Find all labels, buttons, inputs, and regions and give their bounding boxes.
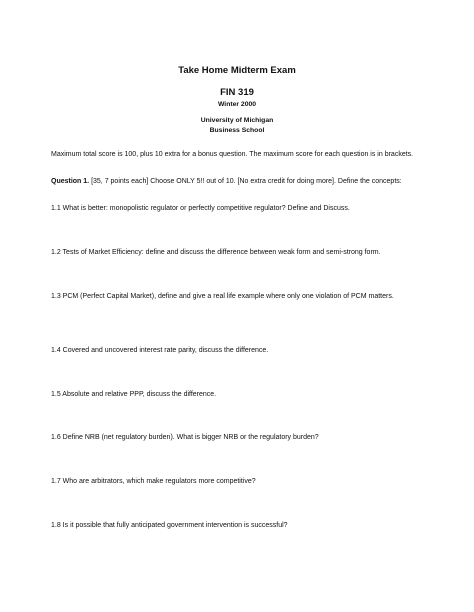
- question-1-paragraph: [51, 177, 423, 187]
- course-code: FIN 319: [220, 87, 254, 98]
- university-name: University of Michigan: [200, 117, 274, 124]
- exam-term: Winter 2000: [217, 101, 257, 108]
- exam-title: Take Home Midterm Exam: [178, 65, 296, 76]
- question-item-1-3: 1.3 PCM (Perfect Capital Market), define and give a real life example where only one violation of PCM matters.: [51, 293, 394, 300]
- question-1-label: Question 1.: [51, 178, 90, 185]
- intro-paragraph: Maximum total score is 100, plus 10 extra for a bonus question. The maximum score for each question is in brackets.: [51, 151, 414, 158]
- question-item-1-6: 1.6 Define NRB (net regulatory burden). What is bigger NRB or the regulatory burden?: [51, 434, 319, 441]
- question-item-1-7: 1.7 Who are arbitrators, which make regulators more competitive?: [51, 478, 256, 485]
- school-name: Business School: [209, 127, 265, 134]
- question-item-1-1: 1.1 What is better: monopolistic regulator or perfectly competitive regulator? Define and Discuss.: [51, 205, 350, 212]
- question-1-text: [35, 7 points each] Choose ONLY 5!! out of 10. [No extra credit for doing more]. Define the concepts:: [89, 178, 402, 185]
- question-item-1-4: 1.4 Covered and uncovered interest rate parity, discuss the difference.: [51, 347, 269, 354]
- question-item-1-5: 1.5 Absolute and relative PPP, discuss the difference.: [51, 391, 217, 398]
- question-item-1-8: 1.8 Is it possible that fully anticipated government intervention is successful?: [51, 522, 288, 529]
- question-item-1-2: 1.2 Tests of Market Efficiency: define and discuss the difference between weak form and semi-strong form.: [51, 249, 381, 256]
